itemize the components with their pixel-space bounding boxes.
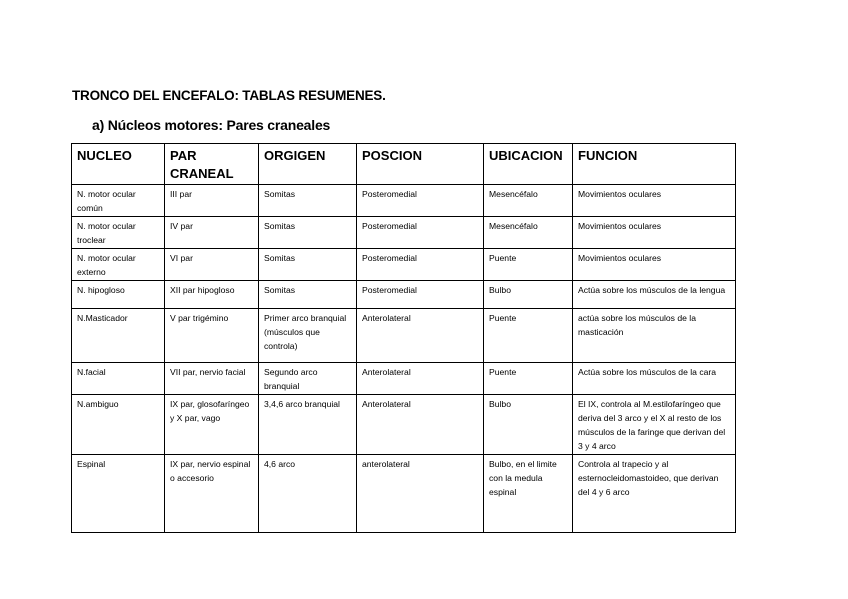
cell-posicion: Anterolateral [357, 395, 484, 455]
table-row [72, 185, 736, 217]
cell-posicion: Posteromedial [357, 185, 484, 217]
header-ubicacion: UBICACION [484, 144, 573, 185]
cell-par: VII par, nervio facial [165, 363, 259, 395]
summary-table [71, 143, 736, 533]
cell-posicion: Posteromedial [357, 217, 484, 249]
cell-funcion: Movimientos oculares [573, 217, 736, 249]
table-row [72, 363, 736, 395]
cell-nucleo: N.facial [72, 363, 165, 395]
cell-par: V par trigémino [165, 309, 259, 363]
cell-origen: 3,4,6 arco branquial [259, 395, 357, 455]
cell-ubicacion: Bulbo [484, 281, 573, 309]
header-posicion: POSCION [357, 144, 484, 185]
cell-ubicacion: Puente [484, 363, 573, 395]
table-row [72, 309, 736, 363]
cell-par: IX par, glosofaríngeo y X par, vago [165, 395, 259, 455]
cell-origen: Somitas [259, 281, 357, 309]
cell-ubicacion: Mesencéfalo [484, 185, 573, 217]
cell-par: IX par, nervio espinal o accesorio [165, 455, 259, 533]
cell-par: III par [165, 185, 259, 217]
table-row [72, 217, 736, 249]
cell-posicion: Anterolateral [357, 363, 484, 395]
cell-funcion: Actúa sobre los músculos de la lengua [573, 281, 736, 309]
cell-funcion: Movimientos oculares [573, 249, 736, 281]
cell-nucleo: N.ambiguo [72, 395, 165, 455]
table-header-row [72, 144, 736, 185]
cell-nucleo: N. motor ocular troclear [72, 217, 165, 249]
cell-par: VI par [165, 249, 259, 281]
cell-origen: Primer arco branquial (músculos que controla) [259, 309, 357, 363]
cell-posicion: Posteromedial [357, 249, 484, 281]
cell-posicion: anterolateral [357, 455, 484, 533]
cell-posicion: Posteromedial [357, 281, 484, 309]
cell-funcion: Controla al trapecio y al esternocleidomastoideo, que derivan del 4 y 6 arco [573, 455, 736, 533]
cell-origen: Somitas [259, 185, 357, 217]
cell-ubicacion: Bulbo [484, 395, 573, 455]
cell-par: XII par hipogloso [165, 281, 259, 309]
cell-funcion: actúa sobre los músculos de la masticación [573, 309, 736, 363]
cell-funcion: Actúa sobre los músculos de la cara [573, 363, 736, 395]
cell-origen: Segundo arco branquial [259, 363, 357, 395]
table-row [72, 281, 736, 309]
cell-ubicacion: Bulbo, en el limite con la medula espinal [484, 455, 573, 533]
cell-posicion: Anterolateral [357, 309, 484, 363]
page-title: TRONCO DEL ENCEFALO: TABLAS RESUMENES. [72, 88, 386, 103]
cell-ubicacion: Puente [484, 309, 573, 363]
header-funcion: FUNCION [573, 144, 736, 185]
cell-origen: Somitas [259, 217, 357, 249]
cell-ubicacion: Mesencéfalo [484, 217, 573, 249]
cell-par: IV par [165, 217, 259, 249]
header-par-craneal: PAR CRANEAL [165, 144, 259, 185]
cell-nucleo: N. motor ocular externo [72, 249, 165, 281]
cell-nucleo: N. hipogloso [72, 281, 165, 309]
cell-nucleo: N.Masticador [72, 309, 165, 363]
cell-funcion: El IX, controla al M.estilofaríngeo que deriva del 3 arco y el X al resto de los músculos de la faringe que derivan del 3 y 4 arco [573, 395, 736, 455]
cell-nucleo: Espinal [72, 455, 165, 533]
cell-origen: Somitas [259, 249, 357, 281]
section-subtitle: a) Núcleos motores: Pares craneales [92, 117, 331, 133]
cell-funcion: Movimientos oculares [573, 185, 736, 217]
cell-ubicacion: Puente [484, 249, 573, 281]
header-origen: ORGIGEN [259, 144, 357, 185]
header-nucleo: NUCLEO [72, 144, 165, 185]
table-row [72, 249, 736, 281]
cell-nucleo: N. motor ocular común [72, 185, 165, 217]
cell-origen: 4,6 arco [259, 455, 357, 533]
table-row [72, 395, 736, 455]
table-row [72, 455, 736, 533]
